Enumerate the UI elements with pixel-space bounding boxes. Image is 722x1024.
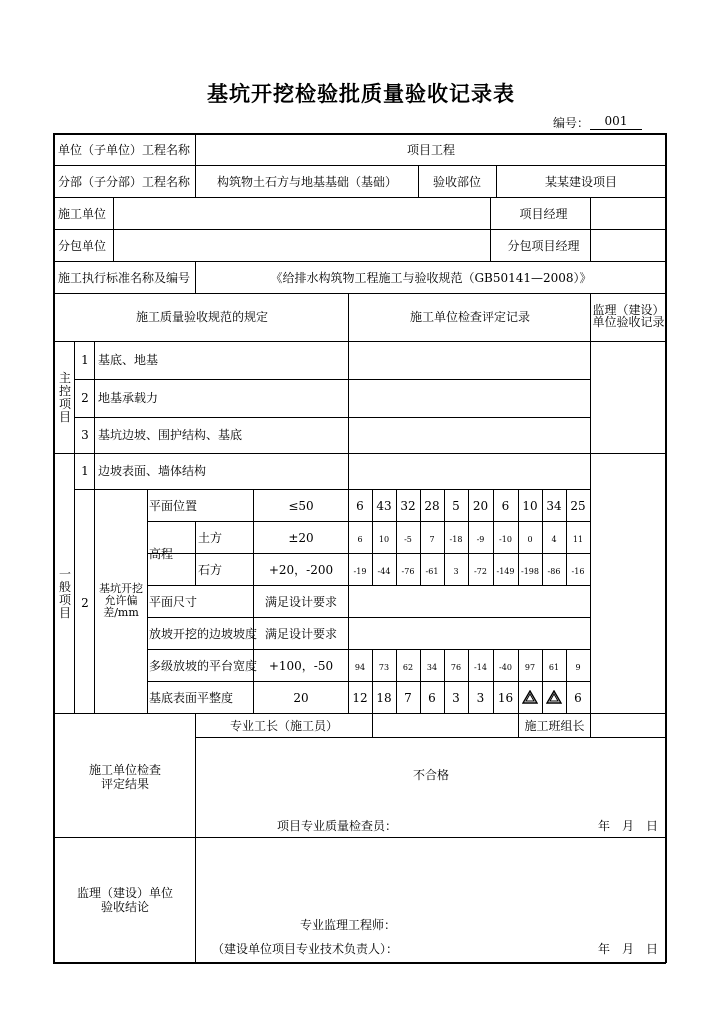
platform-limit: +100，-50 xyxy=(268,659,334,673)
warning-triangle-icon xyxy=(522,690,538,704)
date-label-supervision: 年 月 日 xyxy=(598,942,659,956)
measured-value-cell: -14 xyxy=(474,663,487,672)
supervision-conclusion-label: 监理（建设）单位 验收结论 xyxy=(76,886,173,914)
standard-value: 《给排水构筑物工程施工与验收规范（GB50141—2008）》 xyxy=(270,271,592,285)
grid-line xyxy=(490,197,491,261)
check-result-label: 施工单位检查 评定结果 xyxy=(88,763,161,791)
grid-line xyxy=(53,962,666,964)
grid-line xyxy=(53,837,665,838)
measured-value-cell: -72 xyxy=(474,567,487,576)
measured-value-cell: -5 xyxy=(404,535,412,544)
warning-triangle-icon xyxy=(546,690,562,704)
measured-value-cell: -76 xyxy=(401,567,415,576)
measured-value-cell: 6 xyxy=(428,691,436,705)
elevation-label: 高程 xyxy=(149,547,174,561)
header-supervision: 监理（建设） 单位验收记录 xyxy=(592,303,665,329)
slope-limit: 满足设计要求 xyxy=(264,627,337,641)
grid-line xyxy=(195,521,196,585)
measured-value-cell: 62 xyxy=(402,663,414,672)
grid-line xyxy=(53,713,665,714)
grid-line xyxy=(74,379,590,380)
grid-line xyxy=(518,649,519,713)
construction-unit-label: 施工单位 xyxy=(58,207,107,221)
measured-value-cell: 97 xyxy=(524,663,536,672)
measured-value-cell: 43 xyxy=(376,499,392,513)
measured-value-cell: 7 xyxy=(429,535,435,544)
grid-line xyxy=(53,229,665,230)
grid-line xyxy=(590,489,591,585)
grid-line xyxy=(74,417,590,418)
measured-value-cell: 9 xyxy=(575,663,581,672)
measured-value-cell: 76 xyxy=(450,663,462,672)
measured-value-cell: 18 xyxy=(376,691,392,705)
flatness-label: 基底表面平整度 xyxy=(149,691,234,705)
division-value: 构筑物土石方与地基基础（基础） xyxy=(216,175,397,189)
measured-value-cell: 73 xyxy=(378,663,390,672)
measured-value-cell: -44 xyxy=(377,567,391,576)
unit-project-label: 单位（子单位）工程名称 xyxy=(58,143,191,157)
grid-line xyxy=(147,617,590,618)
division-label: 分部（子分部）工程名称 xyxy=(58,175,191,189)
measured-value-cell: -19 xyxy=(353,567,367,576)
subcontract-manager-label: 分包项目经理 xyxy=(507,239,580,253)
subcontract-unit-label: 分包单位 xyxy=(58,239,107,253)
grid-line xyxy=(53,165,665,166)
grid-line xyxy=(542,649,543,713)
unit-project-value: 项目工程 xyxy=(406,143,455,157)
grid-line xyxy=(53,453,665,454)
general-item-1-name: 边坡表面、墙体结构 xyxy=(98,464,207,478)
slope-label: 放坡开挖的边坡坡度 xyxy=(149,627,258,641)
measured-value-cell: 6 xyxy=(357,535,363,544)
main-items-label: 主控项目 xyxy=(58,371,71,424)
grid-line xyxy=(53,293,665,294)
measured-value-cell: 3 xyxy=(453,567,459,576)
grid-line xyxy=(147,585,590,586)
measured-value-cell: 6 xyxy=(356,499,364,513)
grid-line xyxy=(195,737,665,738)
grid-line xyxy=(74,489,590,490)
quality-inspector-label: 项目专业质量检查员： xyxy=(277,819,398,833)
grid-line xyxy=(665,133,667,963)
measured-value-cell: 16 xyxy=(497,691,514,705)
measured-value-cell: -61 xyxy=(425,567,439,576)
acceptance-part-value: 某某建设项目 xyxy=(544,175,617,189)
foreman-label: 专业工长（施工员） xyxy=(229,719,338,733)
measured-value-cell: 25 xyxy=(570,499,586,513)
earth-label: 土方 xyxy=(198,531,223,545)
measured-value-cell: 3 xyxy=(452,691,460,705)
grid-line xyxy=(147,521,590,522)
standard-label: 施工执行标准名称及编号 xyxy=(58,271,191,285)
plane-position-label: 平面位置 xyxy=(149,499,198,513)
header-check: 施工单位检查评定记录 xyxy=(409,310,530,324)
serial-number: 001 xyxy=(590,114,642,130)
page-title: 基坑开挖检验批质量验收记录表 xyxy=(207,82,515,106)
measured-value-cell: -18 xyxy=(449,535,463,544)
grid-line xyxy=(53,341,665,342)
general-item-2-no: 2 xyxy=(81,596,89,610)
plane-size-limit: 满足设计要求 xyxy=(264,595,337,609)
measured-value-cell: 10 xyxy=(522,499,538,513)
grid-line xyxy=(53,197,665,198)
acceptance-part-label: 验收部位 xyxy=(432,175,481,189)
plane-position-limit: ≤50 xyxy=(288,499,314,513)
grid-line xyxy=(147,553,590,554)
main-item-1-name: 基底、地基 xyxy=(98,353,159,367)
project-manager-label: 项目经理 xyxy=(519,207,568,221)
main-item-3-name: 基坑边坡、围护结构、基底 xyxy=(98,428,243,442)
measured-value-cell: 12 xyxy=(352,691,368,705)
stone-label: 石方 xyxy=(198,563,223,577)
date-label-check: 年 月 日 xyxy=(598,819,659,833)
grid-line xyxy=(147,681,590,682)
check-result-value: 不合格 xyxy=(412,768,449,782)
measured-value-cell: 34 xyxy=(426,663,438,672)
measured-value-cell: 6 xyxy=(574,691,582,705)
general-items-label: 一般项目 xyxy=(58,567,71,620)
main-item-2-no: 2 xyxy=(81,391,89,405)
measured-value-cell: -198 xyxy=(521,567,539,576)
grid-line xyxy=(372,713,373,737)
measured-value-cell: 6 xyxy=(501,499,510,513)
measured-value-cell: 28 xyxy=(424,499,440,513)
grid-line xyxy=(147,489,148,713)
measured-value-cell: 32 xyxy=(400,499,416,513)
measured-value-cell: -149 xyxy=(496,567,515,576)
measured-value-cell: -10 xyxy=(499,535,512,544)
general-item-1-no: 1 xyxy=(81,464,89,478)
flatness-limit: 20 xyxy=(293,691,309,705)
main-item-2-name: 地基承载力 xyxy=(98,391,159,405)
earth-limit: ±20 xyxy=(288,531,314,545)
measured-value-cell: 94 xyxy=(354,663,366,672)
plane-size-label: 平面尺寸 xyxy=(149,595,198,609)
measured-value-cell: -16 xyxy=(571,567,585,576)
main-item-1-no: 1 xyxy=(81,353,89,367)
measured-value-cell: -86 xyxy=(547,567,561,576)
team-leader-label: 施工班组长 xyxy=(524,719,585,733)
measured-value-cell: 34 xyxy=(546,499,562,513)
measured-value-cell: 10 xyxy=(378,535,390,544)
serial-label: 编号： xyxy=(553,116,590,130)
platform-label: 多级放坡的平台宽度 xyxy=(149,659,258,673)
stone-limit: +20，-200 xyxy=(268,563,334,577)
grid-line xyxy=(113,197,114,261)
grid-line xyxy=(53,133,666,135)
general-item-2-name: 基坑开挖允许偏差/mm xyxy=(99,582,143,619)
measured-value-cell: 20 xyxy=(472,499,489,513)
measured-value-cell: 0 xyxy=(527,535,533,544)
supervisor-engineer-label: 专业监理工程师： xyxy=(300,918,397,932)
measured-value-cell: -9 xyxy=(476,535,485,544)
main-item-3-no: 3 xyxy=(81,428,89,442)
measured-value-cell: -40 xyxy=(499,663,512,672)
measured-value-cell: 4 xyxy=(551,535,557,544)
grid-line xyxy=(147,649,590,650)
measured-value-cell: 11 xyxy=(572,535,584,544)
measured-value-cell: 5 xyxy=(452,499,460,513)
measured-value-cell: 7 xyxy=(404,691,412,705)
measured-value-cell: 61 xyxy=(548,663,560,672)
grid-line xyxy=(53,261,665,262)
owner-tech-label: （建设单位项目专业技术负责人）： xyxy=(212,942,399,956)
grid-line xyxy=(590,649,591,713)
measured-value-cell: 3 xyxy=(476,691,485,705)
header-spec: 施工质量验收规范的规定 xyxy=(135,310,268,324)
